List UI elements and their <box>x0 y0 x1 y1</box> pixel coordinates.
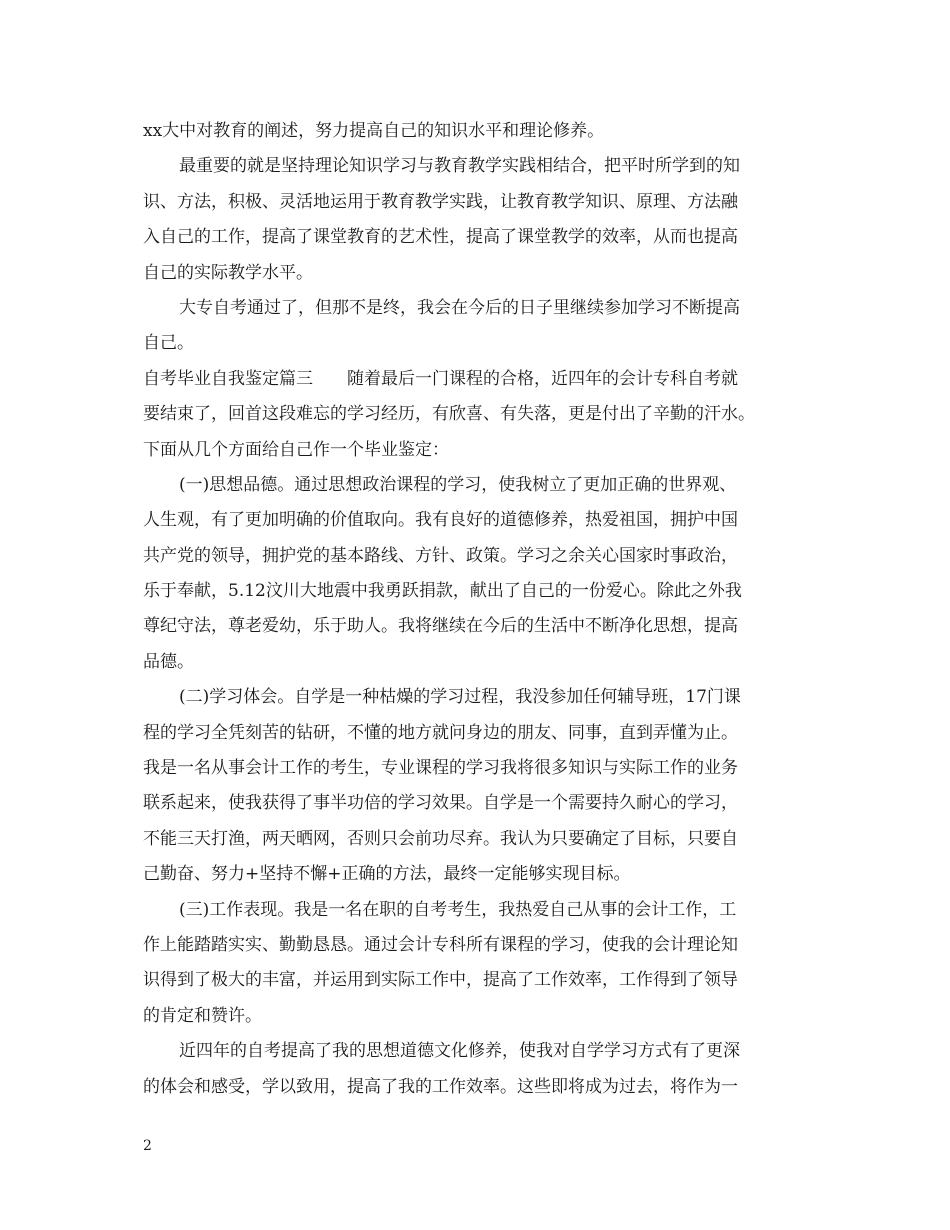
text-line: 尊纪守法，尊老爱幼，乐于助人。我将继续在今后的生活中不断净化思想，提高 <box>143 616 738 637</box>
text-line: 自己。 <box>143 333 194 354</box>
text-line: 要结束了，回首这段难忘的学习经历，有欣喜、有失落，更是付出了辛勤的汗水。 <box>143 404 755 425</box>
text-line: 不能三天打渔，两天晒网，否则只会前功尽弃。我认为只要确定了目标，只要自 <box>143 828 738 849</box>
text-line: 我是一名从事会计工作的考生，专业课程的学习我将很多知识与实际工作的业务 <box>143 758 738 779</box>
text-line: 自考毕业自我鉴定篇三 随着最后一门课程的合格，近四年的会计专科自考就 <box>143 368 738 389</box>
text-line: 程的学习全凭刻苦的钻研，不懂的地方就问身边的朋友、同事，直到弄懂为止。 <box>143 722 738 743</box>
text-line: 己勤奋、努力+坚持不懈+正确的方法，最终一定能够实现目标。 <box>143 864 631 885</box>
text-line: 近四年的自考提高了我的思想道德文化修养，使我对自学学习方式有了更深 <box>179 1041 740 1062</box>
text-line: 共产党的领导，拥护党的基本路线、方针、政策。学习之余关心国家时事政治， <box>143 545 738 566</box>
text-line: 联系起来，使我获得了事半功倍的学习效果。自学是一个需要持久耐心的学习， <box>143 793 738 814</box>
text-line: 最重要的就是坚持理论知识学习与教育教学实践相结合，把平时所学到的知 <box>179 156 740 177</box>
text-line: 人生观，有了更加明确的价值取向。我有良好的道德修养，热爱祖国，拥护中国 <box>143 510 738 531</box>
text-line: 乐于奉献，5.12汶川大地震中我勇跃捐款，献出了自己的一份爱心。除此之外我 <box>143 581 742 602</box>
text-line: (三)工作表现。我是一名在职的自考考生，我热爱自己从事的会计工作，工 <box>179 899 737 920</box>
text-line: 识、方法，积极、灵活地运用于教育教学实践，让教育教学知识、原理、方法融 <box>143 191 738 212</box>
text-line: 品德。 <box>143 651 194 672</box>
text-line: 大专自考通过了，但那不是终，我会在今后的日子里继续参加学习不断提高 <box>179 297 740 318</box>
text-line: 作上能踏踏实实、勤勤恳恳。通过会计专科所有课程的学习，使我的会计理论知 <box>143 934 738 955</box>
text-line: 入自己的工作，提高了课堂教育的艺术性，提高了课堂教学的效率，从而也提高 <box>143 227 738 248</box>
text-line: 的肯定和赞许。 <box>143 1005 262 1026</box>
text-line: (二)学习体会。自学是一种枯燥的学习过程，我没参加任何辅导班，17门课 <box>179 687 741 708</box>
text-line: 自己的实际教学水平。 <box>143 262 313 283</box>
text-line: xx大中对教育的阐述，努力提高自己的知识水平和理论修养。 <box>143 121 605 141</box>
text-line: 的体会和感受，学以致用，提高了我的工作效率。这些即将成为过去，将作为一 <box>143 1076 738 1097</box>
text-line: (一)思想品德。通过思想政治课程的学习，使我树立了更加正确的世界观、 <box>179 474 737 495</box>
text-line: 下面从几个方面给自己作一个毕业鉴定： <box>143 439 449 460</box>
document-body <box>143 114 823 1105</box>
page-number: 2 <box>143 1138 152 1154</box>
text-line: 识得到了极大的丰富，并运用到实际工作中，提高了工作效率，工作得到了领导 <box>143 970 738 991</box>
